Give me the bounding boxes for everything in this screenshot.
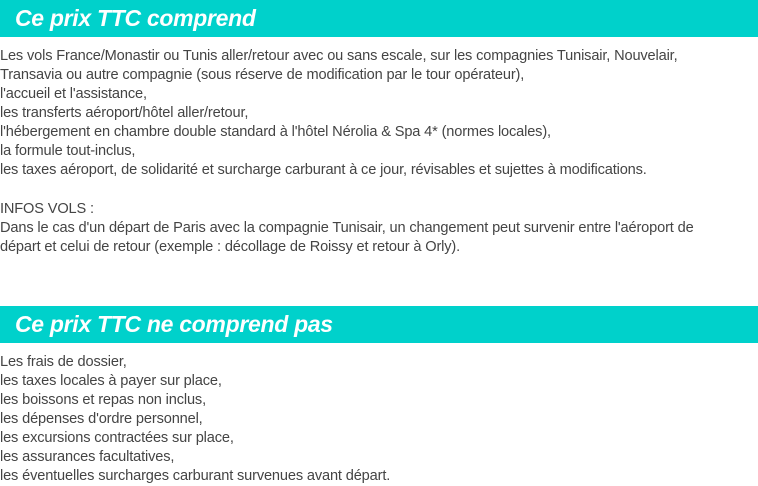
excluded-item: les boissons et repas non inclus,: [0, 392, 206, 408]
excluded-item: les excursions contractées sur place,: [0, 430, 234, 446]
included-item: la formule tout-inclus,: [0, 143, 136, 159]
excluded-item: les taxes locales à payer sur place,: [0, 373, 222, 389]
included-items-list: [0, 47, 758, 180]
flight-info-heading: INFOS VOLS :: [0, 201, 94, 217]
included-section-title: Ce prix TTC comprend: [15, 5, 256, 31]
excluded-item: les dépenses d'ordre personnel,: [0, 411, 203, 427]
excluded-section-banner: [0, 306, 758, 343]
included-item: l'accueil et l'assistance,: [0, 86, 147, 102]
flight-info-text: départ et celui de retour (exemple : décollage de Roissy et retour à Orly).: [0, 239, 461, 255]
included-section-banner: [0, 0, 758, 37]
excluded-item: les éventuelles surcharges carburant survenues avant départ.: [0, 468, 391, 484]
included-item: Transavia ou autre compagnie (sous réserve de modification par le tour opérateur),: [0, 67, 525, 83]
excluded-items-list: [0, 353, 758, 486]
flight-info-note: [0, 200, 758, 257]
excluded-item: Les frais de dossier,: [0, 354, 127, 370]
included-item: les transferts aéroport/hôtel aller/retour,: [0, 105, 249, 121]
included-item: les taxes aéroport, de solidarité et surcharge carburant à ce jour, révisables et sujettes à modifications.: [0, 162, 647, 178]
included-item: Les vols France/Monastir ou Tunis aller/retour avec ou sans escale, sur les compagnies Tunisair, Nouvelair,: [0, 48, 678, 64]
excluded-section-title: Ce prix TTC ne comprend pas: [15, 311, 333, 337]
flight-info-text: Dans le cas d'un départ de Paris avec la compagnie Tunisair, un changement peut survenir entre l'aéroport de: [0, 220, 694, 236]
excluded-item: les assurances facultatives,: [0, 449, 175, 465]
included-item: l'hébergement en chambre double standard à l'hôtel Nérolia & Spa 4* (normes locales),: [0, 124, 551, 140]
